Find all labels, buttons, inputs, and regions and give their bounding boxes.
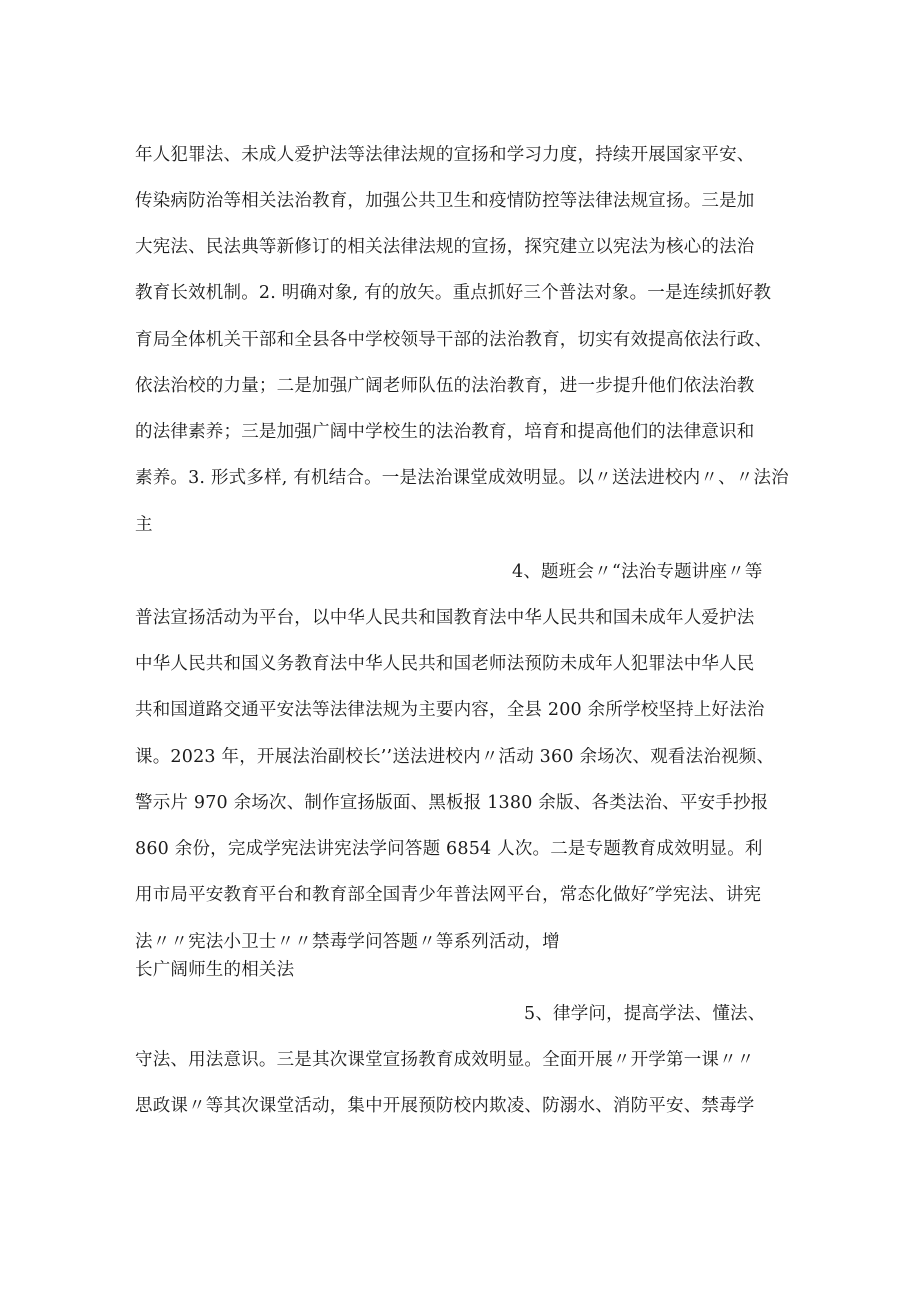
text-line: 大宪法、民法典等新修订的相关法律法规的宣扬，探究建立以宪法为核心的法治 [135,237,755,257]
text-line: 用市局平安教育平台和教育部全国青少年普法网平台，常态化做好″学宪法、讲宪 [135,885,762,905]
numbered-heading: 4、题班会〃“法治专题讲座〃等 [512,562,763,582]
text-line: 的法律素养；三是加强广阔中学校生的法治教育，培育和提高他们的法律意识和 [135,422,755,442]
text-line: 传染病防治等相关法治教育，加强公共卫生和疫情防控等法律法规宣扬。三是加 [135,191,755,211]
text-line: 年人犯罪法、未成人爱护法等法律法规的宣扬和学习力度，持续开展国家平安、 [135,145,755,165]
text-line: 素养。3. 形式多样, 有机结合。一是法治课堂成效明显。以〃送法进校内〃、〃法治 [135,468,789,488]
text-line: 课。2023 年，开展法治副校长’’送法进校内〃活动 360 余场次、观看法治视频、 [135,747,775,767]
numbered-heading: 5、律学问，提高学法、懂法、 [524,1004,766,1024]
text-line: 依法治校的力量；二是加强广阔老师队伍的法治教育，进一步提升他们依法治教 [135,376,755,396]
text-line: 警示片 970 余场次、制作宣扬版面、黑板报 1380 余版、各类法治、平安手抄报 [135,793,769,813]
text-line: 长广阔师生的相关法 [135,960,295,980]
text-line: 思政课〃等其次课堂活动，集中开展预防校内欺凌、防溺水、消防平安、禁毒学 [135,1096,755,1116]
text-line: 主 [135,515,153,535]
text-line: 守法、用法意识。三是其次课堂宣扬教育成效明显。全面开展〃开学第一课〃〃 [135,1050,755,1070]
text-line: 普法宣扬活动为平台，以中华人民共和国教育法中华人民共和国未成年人爱护法 [135,608,755,628]
text-line: 法〃〃宪法小卫士〃〃禁毒学问答题〃等系列活动，增 [135,932,560,952]
text-line: 共和国道路交通平安法等法律法规为主要内容，全县 200 余所学校坚持上好法治 [135,700,765,720]
text-line: 860 余份，完成学宪法讲宪法学问答题 6854 人次。二是专题教育成效明显。利 [135,839,763,859]
text-line: 中华人民共和国义务教育法中华人民共和国老师法预防未成年人犯罪法中华人民 [135,654,755,674]
text-line: 育局全体机关干部和全县各中学校领导干部的法治教育，切实有效提高依法行政、 [135,330,773,350]
text-line: 教育长效机制。2. 明确对象, 有的放矢。重点抓好三个普法对象。一是连续抓好教 [135,283,772,303]
